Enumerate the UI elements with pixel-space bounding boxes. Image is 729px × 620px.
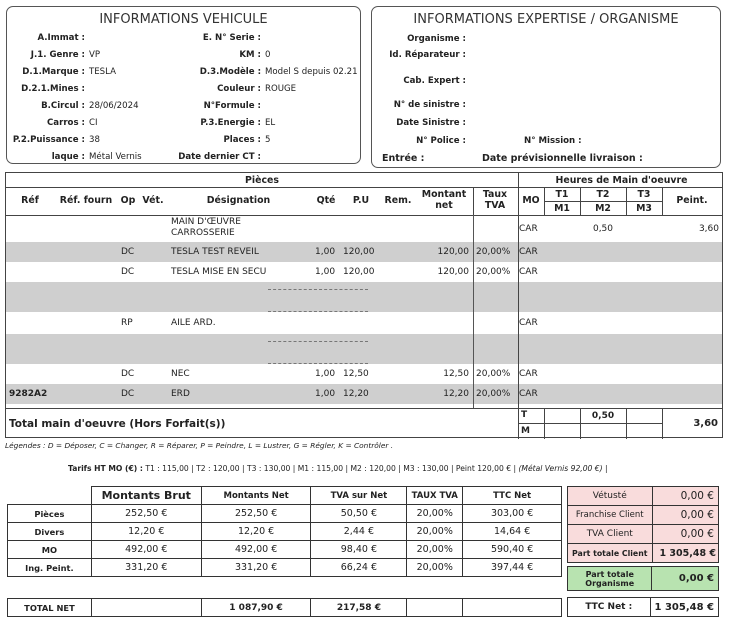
tva-client-value: 0,00 € [652, 525, 718, 544]
summary-total-table [7, 598, 562, 617]
separator-line [268, 341, 368, 342]
row-qte: 1,00 [315, 267, 336, 277]
vehicle-field-value: TESLA [89, 67, 116, 77]
row-pu: 12,20 [343, 389, 369, 399]
tva-client-label: TVA Client [568, 525, 653, 544]
vetuste-value: 0,00 € [652, 487, 718, 506]
franchise-value: 0,00 € [652, 506, 718, 525]
vehicle-field-value: ROUGE [265, 84, 297, 94]
part-org-label: Part totale Organisme [568, 567, 652, 591]
summary-tva: 98,40 € [311, 541, 407, 559]
row-designation: MAIN D'ŒUVRE CARROSSERIE [171, 217, 241, 238]
vehicle-field-value: 5 [265, 135, 271, 145]
police-label: N° Police : [416, 136, 466, 146]
operations-table [5, 172, 723, 438]
legend-text: Légendes : D = Déposer, C = Changer, R = Réparer, P = Peindre, L = Lustrer, G = Régler, K = Contrôler . [5, 441, 394, 450]
vehicle-field-label: Couleur : [217, 84, 261, 94]
vehicle-field-label: J.1. Genre : [30, 50, 85, 60]
total-t2-value: 0,50 [591, 411, 615, 421]
summary-row [8, 505, 562, 523]
vehicle-field-value: EL [265, 118, 276, 128]
row-qte: 1,00 [315, 389, 336, 399]
summary-brut: 492,00 € [91, 541, 201, 559]
col-ref: Réf [21, 195, 39, 206]
summary-header-net: Montants Net [201, 487, 311, 505]
summary-taux: 20,00% [407, 541, 463, 559]
vehicle-field-label: Date dernier CT : [178, 152, 261, 162]
total-net-brut [91, 599, 201, 617]
vehicle-field-label: D.3.Modèle : [199, 67, 261, 77]
franchise-label: Franchise Client [568, 506, 653, 525]
summary-row-label: MO [8, 541, 92, 559]
row-designation: ERD [171, 389, 190, 399]
tarifs-line [68, 464, 608, 473]
col-m1: M1 [554, 203, 570, 214]
row-pu: 12,50 [343, 369, 369, 379]
summary-header-ttc: TTC Net [463, 487, 562, 505]
row-qte: 1,00 [315, 247, 336, 257]
ttc-net-table [567, 597, 719, 617]
livraison-label: Date prévisionnelle livraison : [482, 153, 643, 164]
summary-tva: 50,50 € [311, 505, 407, 523]
ttc-net-label: TTC Net : [568, 598, 651, 617]
row-taux: 20,00% [476, 389, 511, 399]
col-t1: T1 [555, 189, 569, 200]
row-mo: CAR [519, 224, 538, 234]
total-net-tva: 217,58 € [311, 599, 407, 617]
row-op: DC [121, 247, 135, 257]
vehicle-field-label: laque : [51, 152, 85, 162]
vehicle-info-title: INFORMATIONS VEHICULE [99, 12, 268, 27]
table-row-bg [6, 282, 722, 312]
expertise-info-box [371, 6, 721, 168]
vehicle-field-value: 38 [89, 135, 100, 145]
col-mo: MO [522, 195, 540, 206]
row-montant: 120,00 [437, 247, 469, 257]
col-m2: M2 [595, 203, 611, 214]
tarifs-label: Tarifs HT MO (€) : [68, 464, 143, 473]
col-montant: Montant net [421, 189, 467, 211]
row-taux: 20,00% [476, 247, 511, 257]
part-client-label: Part totale Client [568, 544, 653, 563]
summary-net: 331,20 € [201, 559, 311, 577]
row-taux: 20,00% [476, 267, 511, 277]
table-row-bg [6, 334, 722, 364]
row-op: RP [121, 318, 133, 328]
col-qte: Qté [316, 195, 336, 206]
sinistre-label: N° de sinistre : [393, 100, 466, 110]
row-designation: AILE ARD. [171, 318, 216, 328]
total-mo-label: Total main d'oeuvre (Hors Forfait(s)) [9, 418, 226, 430]
reparateur-label: Id. Réparateur : [389, 50, 466, 60]
row-peint: 3,60 [698, 224, 719, 234]
col-designation: Désignation [206, 195, 271, 206]
vehicle-field-value: VP [89, 50, 101, 60]
col-rem: Rem. [384, 195, 412, 206]
mission-label: N° Mission : [524, 136, 582, 146]
vehicle-field-label: B.Circul : [41, 101, 85, 111]
row-mo: CAR [519, 247, 538, 257]
summary-table [7, 486, 562, 577]
summary-net: 492,00 € [201, 541, 311, 559]
expertise-info-title: INFORMATIONS EXPERTISE / ORGANISME [413, 12, 679, 27]
separator-line [268, 311, 368, 312]
row-qte: 1,00 [315, 369, 336, 379]
summary-tva: 2,44 € [311, 523, 407, 541]
row-mo: CAR [519, 318, 538, 328]
total-net-label: TOTAL NET [8, 599, 92, 617]
vehicle-field-label: Carros : [46, 118, 85, 128]
part-client-value: 1 305,48 € [652, 544, 718, 563]
summary-brut: 331,20 € [91, 559, 201, 577]
vehicle-info-box [6, 6, 361, 164]
vehicle-field-value: CI [89, 118, 98, 128]
row-montant: 12,20 [443, 389, 469, 399]
col-ref-fourn: Réf. fourn [59, 195, 113, 206]
date-sinistre-label: Date Sinistre : [396, 118, 466, 128]
summary-tva: 66,24 € [311, 559, 407, 577]
row-pu: 120,00 [343, 267, 375, 277]
ttc-net-value: 1 305,48 € [650, 598, 718, 617]
row-op: DC [121, 369, 135, 379]
part-org-value: 0,00 € [652, 567, 719, 591]
total-t-label: T [521, 410, 528, 420]
vehicle-field-value: Métal Vernis [89, 152, 142, 162]
entree-label: Entrée : [382, 153, 425, 164]
summary-header-tva: TVA sur Net [311, 487, 407, 505]
col-t3: T3 [637, 189, 651, 200]
total-net-net: 1 087,90 € [201, 599, 311, 617]
col-pu: P.U [352, 195, 370, 206]
row-t2: 0,50 [592, 224, 614, 234]
summary-row-label: Pièces [8, 505, 92, 523]
row-mo: CAR [519, 369, 538, 379]
summary-net: 252,50 € [201, 505, 311, 523]
summary-header-brut: Montants Brut [91, 487, 201, 505]
organisme-summary-table [567, 566, 719, 591]
summary-ttc: 303,00 € [463, 505, 562, 523]
vehicle-field-label: KM : [239, 50, 261, 60]
row-montant: 120,00 [437, 267, 469, 277]
col-t2: T2 [596, 189, 610, 200]
row-designation: TESLA TEST REVEIL [171, 247, 259, 257]
vehicle-field-label: Places : [223, 135, 261, 145]
pieces-group-header: Pièces [245, 175, 279, 186]
tarifs-laque: (Métal Vernis 92,00 €) [518, 464, 603, 473]
summary-ttc: 397,44 € [463, 559, 562, 577]
total-net-ttc [463, 599, 562, 617]
summary-taux: 20,00% [407, 559, 463, 577]
summary-brut: 12,20 € [91, 523, 201, 541]
row-designation: TESLA MISE EN SECU [171, 267, 267, 277]
vehicle-field-label: N°Formule : [203, 101, 261, 111]
summary-header-taux: TAUX TVA [407, 487, 463, 505]
summary-taux: 20,00% [407, 505, 463, 523]
vehicle-field-label: E. N° Serie : [202, 33, 261, 43]
separator-line [268, 363, 368, 364]
row-op: DC [121, 389, 135, 399]
col-op: Op [120, 195, 136, 206]
total-net-taux [407, 599, 463, 617]
total-peint-value: 3,60 [693, 418, 718, 429]
summary-row [8, 523, 562, 541]
summary-brut: 252,50 € [91, 505, 201, 523]
row-mo: CAR [519, 389, 538, 399]
summary-ttc: 14,64 € [463, 523, 562, 541]
row-pu: 120,00 [343, 247, 375, 257]
row-op: DC [121, 267, 135, 277]
vehicle-field-label: P.3.Energie : [200, 118, 261, 128]
summary-taux: 20,00% [407, 523, 463, 541]
vetuste-label: Vétusté [568, 487, 653, 506]
vehicle-field-value: 28/06/2024 [89, 101, 139, 111]
vehicle-field-label: D.2.1.Mines : [21, 84, 85, 94]
row-ref: 9282A2 [9, 389, 48, 399]
summary-row-label: Ing. Peint. [8, 559, 92, 577]
vehicle-field-value: 0 [265, 50, 271, 60]
client-summary-table [567, 486, 719, 563]
row-mo: CAR [519, 267, 538, 277]
col-peint: Peint. [676, 195, 708, 206]
summary-ttc: 590,40 € [463, 541, 562, 559]
vehicle-field-label: D.1.Marque : [22, 67, 85, 77]
vehicle-field-value: Model S depuis 02.21 [265, 67, 358, 77]
vehicle-field-label: A.Immat : [37, 33, 85, 43]
row-designation: NEC [171, 369, 190, 379]
total-m-label: M [521, 426, 530, 436]
col-taux: Taux TVA [482, 189, 508, 211]
vehicle-field-label: P.2.Puissance : [12, 135, 85, 145]
tarifs-end: | [604, 464, 608, 473]
summary-row-label: Divers [8, 523, 92, 541]
summary-row [8, 559, 562, 577]
row-montant: 12,50 [443, 369, 469, 379]
mo-group-header: Heures de Main d'oeuvre [555, 175, 688, 186]
col-m3: M3 [636, 203, 652, 214]
summary-net: 12,20 € [201, 523, 311, 541]
summary-row [8, 541, 562, 559]
row-taux: 20,00% [476, 369, 511, 379]
separator-line [268, 289, 368, 290]
cab-expert-label: Cab. Expert : [403, 76, 466, 86]
tarifs-values: T1 : 115,00 | T2 : 120,00 | T3 : 130,00 | M1 : 115,00 | M2 : 120,00 | M3 : 130,00 | Peint 120,00 € | [145, 464, 517, 473]
col-vet: Vét. [142, 195, 164, 206]
organisme-label: Organisme : [407, 34, 466, 44]
